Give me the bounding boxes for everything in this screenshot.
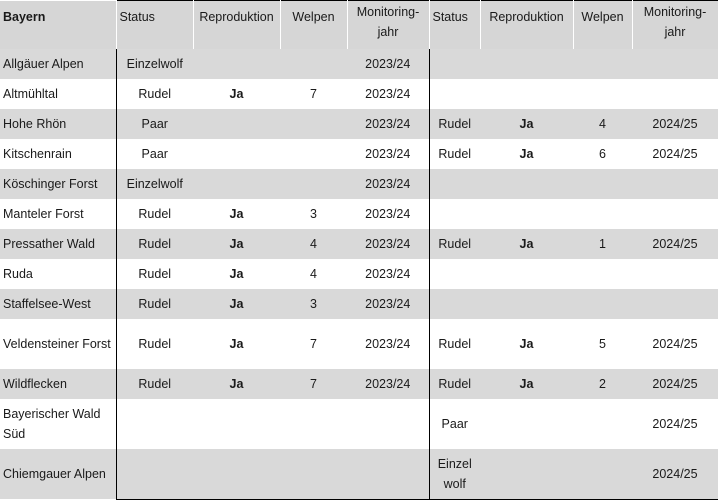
status-2023-cell: Rudel [116, 289, 193, 319]
region-cell: Kitschenrain [0, 139, 116, 169]
table-row [0, 169, 718, 199]
table-row [0, 199, 718, 229]
status-2023-cell: Einzelwolf [116, 49, 193, 79]
status-2024-cell [429, 49, 480, 79]
table-row [0, 369, 718, 399]
header-reproduction-2024: Reproduktion [480, 1, 573, 50]
year-2024-cell [632, 289, 718, 319]
table-row [0, 49, 718, 79]
year-2024-cell: 2024/25 [632, 319, 718, 369]
reproduction-2024-cell [480, 449, 573, 499]
status-2024-cell: Rudel [429, 229, 480, 259]
year-2023-cell: 2023/24 [347, 139, 429, 169]
year-2024-cell: 2024/25 [632, 139, 718, 169]
pups-2024-cell [573, 199, 632, 229]
year-2024-cell: 2024/25 [632, 399, 718, 449]
table-row [0, 79, 718, 109]
reproduction-2024-cell [480, 49, 573, 79]
region-cell: Allgäuer Alpen [0, 49, 116, 79]
pups-2024-cell [573, 49, 632, 79]
reproduction-2023-cell: Ja [193, 199, 280, 229]
table-row [0, 289, 718, 319]
status-2023-cell: Paar [116, 139, 193, 169]
table-row [0, 399, 718, 449]
year-2023-cell: 2023/24 [347, 199, 429, 229]
region-cell: Staffelsee-West [0, 289, 116, 319]
pups-2024-cell: 5 [573, 319, 632, 369]
pups-2023-cell: 4 [280, 229, 347, 259]
status-2024-cell: Rudel [429, 369, 480, 399]
status-2024-cell: Einzel wolf [429, 449, 480, 499]
header-reproduction-2023: Reproduktion [193, 1, 280, 50]
header-year-2023: Monitoring-jahr [347, 1, 429, 50]
year-2023-cell: 2023/24 [347, 319, 429, 369]
year-2024-cell [632, 79, 718, 109]
status-2023-cell: Einzelwolf [116, 169, 193, 199]
reproduction-2023-cell [193, 109, 280, 139]
year-2023-cell: 2023/24 [347, 109, 429, 139]
status-2023-cell: Rudel [116, 259, 193, 289]
reproduction-2023-cell: Ja [193, 79, 280, 109]
pups-2023-cell: 7 [280, 79, 347, 109]
pups-2023-cell: 3 [280, 289, 347, 319]
pups-2023-cell [280, 109, 347, 139]
reproduction-2024-cell: Ja [480, 319, 573, 369]
reproduction-2024-cell [480, 169, 573, 199]
header-pups-2024: Welpen [573, 1, 632, 50]
year-2024-cell: 2024/25 [632, 449, 718, 499]
pups-2023-cell: 4 [280, 259, 347, 289]
pups-2024-cell [573, 169, 632, 199]
status-2024-cell [429, 169, 480, 199]
year-2024-cell [632, 199, 718, 229]
pups-2023-cell [280, 49, 347, 79]
pups-2024-cell [573, 449, 632, 499]
year-2024-cell: 2024/25 [632, 369, 718, 399]
pups-2024-cell [573, 399, 632, 449]
year-2024-cell [632, 169, 718, 199]
pups-2023-cell: 3 [280, 199, 347, 229]
pups-2023-cell [280, 399, 347, 449]
pups-2023-cell [280, 139, 347, 169]
header-status-2024: Status [429, 1, 480, 50]
table-row [0, 259, 718, 289]
header-region: Bayern [0, 1, 116, 50]
status-2023-cell: Paar [116, 109, 193, 139]
status-2024-cell [429, 199, 480, 229]
status-2024-cell: Rudel [429, 319, 480, 369]
status-2024-cell: Rudel [429, 139, 480, 169]
reproduction-2023-cell [193, 399, 280, 449]
region-cell: Pressather Wald [0, 229, 116, 259]
pups-2024-cell [573, 259, 632, 289]
year-2023-cell: 2023/24 [347, 259, 429, 289]
reproduction-2023-cell: Ja [193, 259, 280, 289]
reproduction-2023-cell [193, 169, 280, 199]
header-year-2024: Monitoring-jahr [632, 1, 718, 50]
reproduction-2024-cell [480, 79, 573, 109]
reproduction-2024-cell: Ja [480, 109, 573, 139]
status-2023-cell [116, 399, 193, 449]
region-cell: Chiemgauer Alpen [0, 449, 116, 499]
reproduction-2023-cell: Ja [193, 229, 280, 259]
pups-2023-cell [280, 169, 347, 199]
header-status-2023: Status [116, 1, 193, 50]
pups-2023-cell: 7 [280, 319, 347, 369]
pups-2024-cell: 4 [573, 109, 632, 139]
status-2023-cell [116, 449, 193, 499]
reproduction-2024-cell [480, 289, 573, 319]
pups-2024-cell [573, 79, 632, 109]
status-2024-cell [429, 289, 480, 319]
year-2023-cell: 2023/24 [347, 79, 429, 109]
year-2023-cell: 2023/24 [347, 169, 429, 199]
pups-2024-cell: 1 [573, 229, 632, 259]
year-2024-cell [632, 259, 718, 289]
region-cell: Veldensteiner Forst [0, 319, 116, 369]
region-cell: Köschinger Forst [0, 169, 116, 199]
table-row [0, 109, 718, 139]
reproduction-2023-cell [193, 49, 280, 79]
year-2023-cell: 2023/24 [347, 289, 429, 319]
table-row [0, 229, 718, 259]
status-2023-cell: Rudel [116, 199, 193, 229]
reproduction-2023-cell [193, 449, 280, 499]
reproduction-2023-cell: Ja [193, 289, 280, 319]
table-row [0, 319, 718, 369]
table-row [0, 449, 718, 499]
region-cell: Altmühltal [0, 79, 116, 109]
pups-2024-cell: 6 [573, 139, 632, 169]
reproduction-2024-cell [480, 399, 573, 449]
status-2024-cell: Rudel [429, 109, 480, 139]
year-2023-cell: 2023/24 [347, 369, 429, 399]
year-2023-cell: 2023/24 [347, 49, 429, 79]
pups-2024-cell [573, 289, 632, 319]
year-2024-cell [632, 49, 718, 79]
header-pups-2023: Welpen [280, 1, 347, 50]
reproduction-2024-cell [480, 259, 573, 289]
reproduction-2023-cell: Ja [193, 319, 280, 369]
table-row [0, 139, 718, 169]
region-cell: Manteler Forst [0, 199, 116, 229]
pups-2023-cell: 7 [280, 369, 347, 399]
reproduction-2023-cell [193, 139, 280, 169]
year-2023-cell [347, 399, 429, 449]
year-2024-cell: 2024/25 [632, 109, 718, 139]
region-cell: Wildflecken [0, 369, 116, 399]
region-cell: Hohe Rhön [0, 109, 116, 139]
status-2024-cell [429, 259, 480, 289]
status-2023-cell: Rudel [116, 79, 193, 109]
year-2023-cell [347, 449, 429, 499]
reproduction-2024-cell [480, 199, 573, 229]
pups-2024-cell: 2 [573, 369, 632, 399]
reproduction-2024-cell: Ja [480, 139, 573, 169]
region-cell: Ruda [0, 259, 116, 289]
reproduction-2024-cell: Ja [480, 369, 573, 399]
region-cell: Bayerischer Wald Süd [0, 399, 116, 449]
reproduction-2024-cell: Ja [480, 229, 573, 259]
pups-2023-cell [280, 449, 347, 499]
reproduction-2023-cell: Ja [193, 369, 280, 399]
status-2024-cell: Paar [429, 399, 480, 449]
header-row [0, 1, 718, 50]
status-2023-cell: Rudel [116, 369, 193, 399]
status-2024-cell [429, 79, 480, 109]
year-2023-cell: 2023/24 [347, 229, 429, 259]
status-2023-cell: Rudel [116, 319, 193, 369]
status-2023-cell: Rudel [116, 229, 193, 259]
year-2024-cell: 2024/25 [632, 229, 718, 259]
